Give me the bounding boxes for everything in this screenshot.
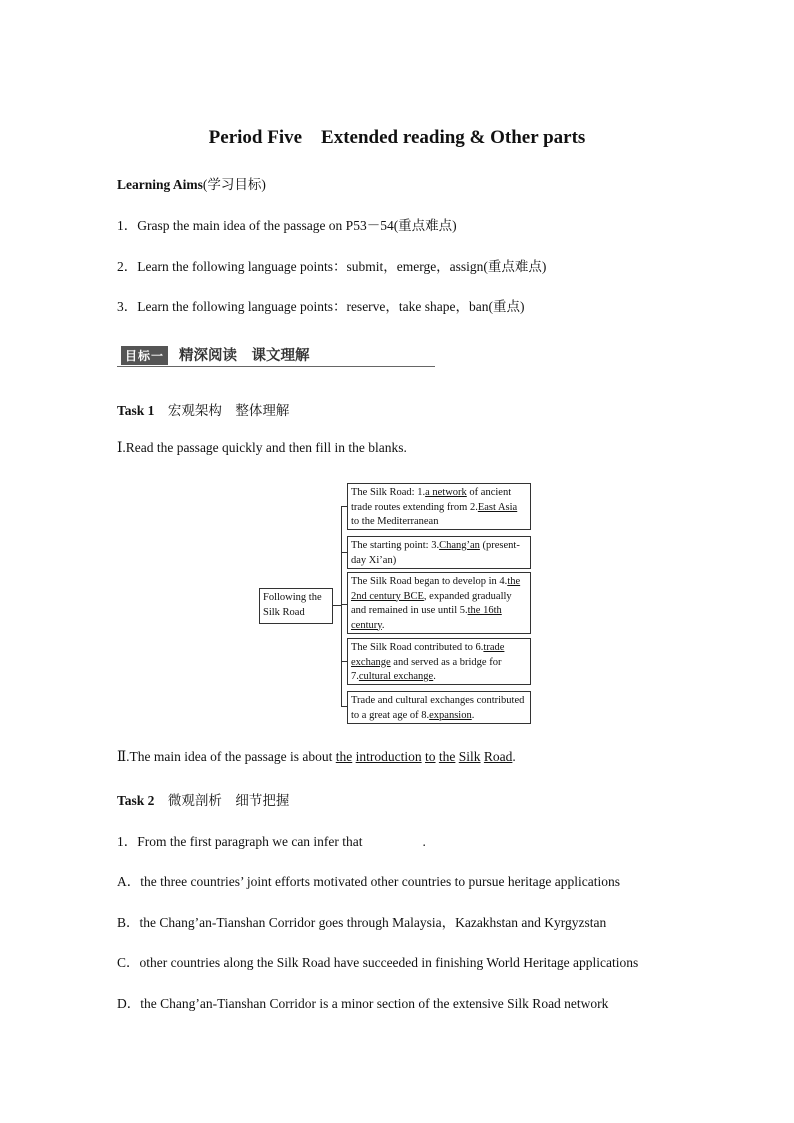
diagram-answer: a network: [425, 487, 467, 498]
section-tag: 目标一: [121, 346, 168, 365]
diagram-text: .: [381, 619, 385, 631]
task2-heading: [117, 789, 289, 809]
diagram-trunk: [341, 506, 342, 706]
learning-aims-label: Learning Aims: [117, 177, 203, 192]
diagram-box-4: [347, 638, 531, 685]
diagram-connector: [333, 605, 341, 606]
question-1-text: 1．From the first paragraph we can infer that: [117, 834, 363, 849]
task1-subheading: 宏观架构 整体理解: [167, 403, 290, 418]
diagram-text: The Silk Road began to develop in 4.: [351, 576, 508, 587]
main-idea-prefix: Ⅱ.The main idea of the passage is about: [117, 749, 336, 764]
main-idea-suffix: .: [512, 749, 516, 764]
page-title: Period Five Extended reading & Other parts: [208, 127, 586, 148]
main-idea-word: introduction: [355, 749, 422, 764]
diagram-box-3: [347, 572, 531, 634]
diagram-text: (present-day Xi’an): [351, 540, 520, 566]
aim-item-1: 1．Grasp the main idea of the passage on P53－54(重点难点): [117, 218, 457, 233]
main-idea-word: to: [425, 749, 436, 764]
diagram-box-2: [347, 536, 531, 569]
diagram-answer: trade exchange: [351, 642, 505, 668]
section-title: 精深阅读 课文理解: [179, 348, 310, 364]
option-a: A．the three countries’ joint efforts motivated other countries to pursue heritage applications: [117, 874, 620, 889]
option-b: B．the Chang’an-Tianshan Corridor goes through Malaysia，Kazakhstan and Kyrgyzstan: [117, 915, 607, 930]
aim-item-2: 2．Learn the following language points：submit，emerge，assign(重点难点): [117, 259, 547, 274]
diagram-box-5: [347, 691, 531, 724]
diagram-text: .: [471, 709, 475, 721]
task2-label: Task 2: [117, 793, 155, 808]
main-idea-word: Silk: [458, 749, 481, 764]
diagram-text: The Silk Road contributed to 6.: [351, 642, 484, 653]
learning-aims-heading: [117, 173, 266, 193]
diagram-answer: the 16th century: [351, 605, 502, 631]
diagram-answer: expansion: [429, 709, 472, 721]
diagram-text: to the Mediterranean: [351, 516, 439, 527]
main-idea-word: the: [335, 749, 353, 764]
main-idea-word: the: [438, 749, 456, 764]
diagram-text: The Silk Road: 1.: [351, 487, 426, 498]
main-idea-word: Road: [483, 749, 513, 764]
learning-aims-label-cn: (学习目标): [202, 177, 266, 192]
diagram-answer: East Asia: [477, 501, 518, 513]
diagram-box-1: [347, 483, 531, 530]
diagram-root-label: Following the Silk Road: [263, 592, 322, 618]
diagram-text: Trade and cultural exchanges contributed to a great age of 8.: [351, 695, 525, 721]
diagram-text: , expanded gradually and remained in use until 5.: [351, 590, 512, 616]
diagram-answer: Chang’an: [439, 540, 480, 551]
main-idea-line: [117, 749, 516, 765]
main-idea-answer: [335, 749, 516, 764]
diagram-text: and served as a bridge for 7.: [351, 656, 502, 682]
diagram-text: of ancient trade routes extending from 2.: [351, 487, 512, 513]
diagram-answer: cultural exchange: [358, 671, 434, 682]
question-1-end: .: [422, 834, 426, 849]
task1-heading: [117, 399, 289, 419]
section-rule: [117, 366, 435, 367]
task1-instruction: Ⅰ.Read the passage quickly and then fill in the blanks.: [117, 440, 407, 455]
option-c: C．other countries along the Silk Road have succeeded in finishing World Heritage applications: [117, 955, 639, 970]
option-d: D．the Chang’an-Tianshan Corridor is a minor section of the extensive Silk Road network: [117, 996, 609, 1011]
diagram-text: .: [433, 671, 436, 682]
task2-subheading: 微观剖析 细节把握: [167, 793, 290, 808]
aim-item-3: 3．Learn the following language points：reserve，take shape，ban(重点): [117, 299, 525, 314]
section-header: [117, 342, 435, 368]
diagram-answer: the 2nd century BCE: [351, 576, 521, 602]
diagram-root-box: [259, 588, 333, 624]
question-1: [117, 830, 426, 850]
task1-label: Task 1: [117, 403, 155, 418]
diagram-text: The starting point: 3.: [351, 540, 440, 551]
